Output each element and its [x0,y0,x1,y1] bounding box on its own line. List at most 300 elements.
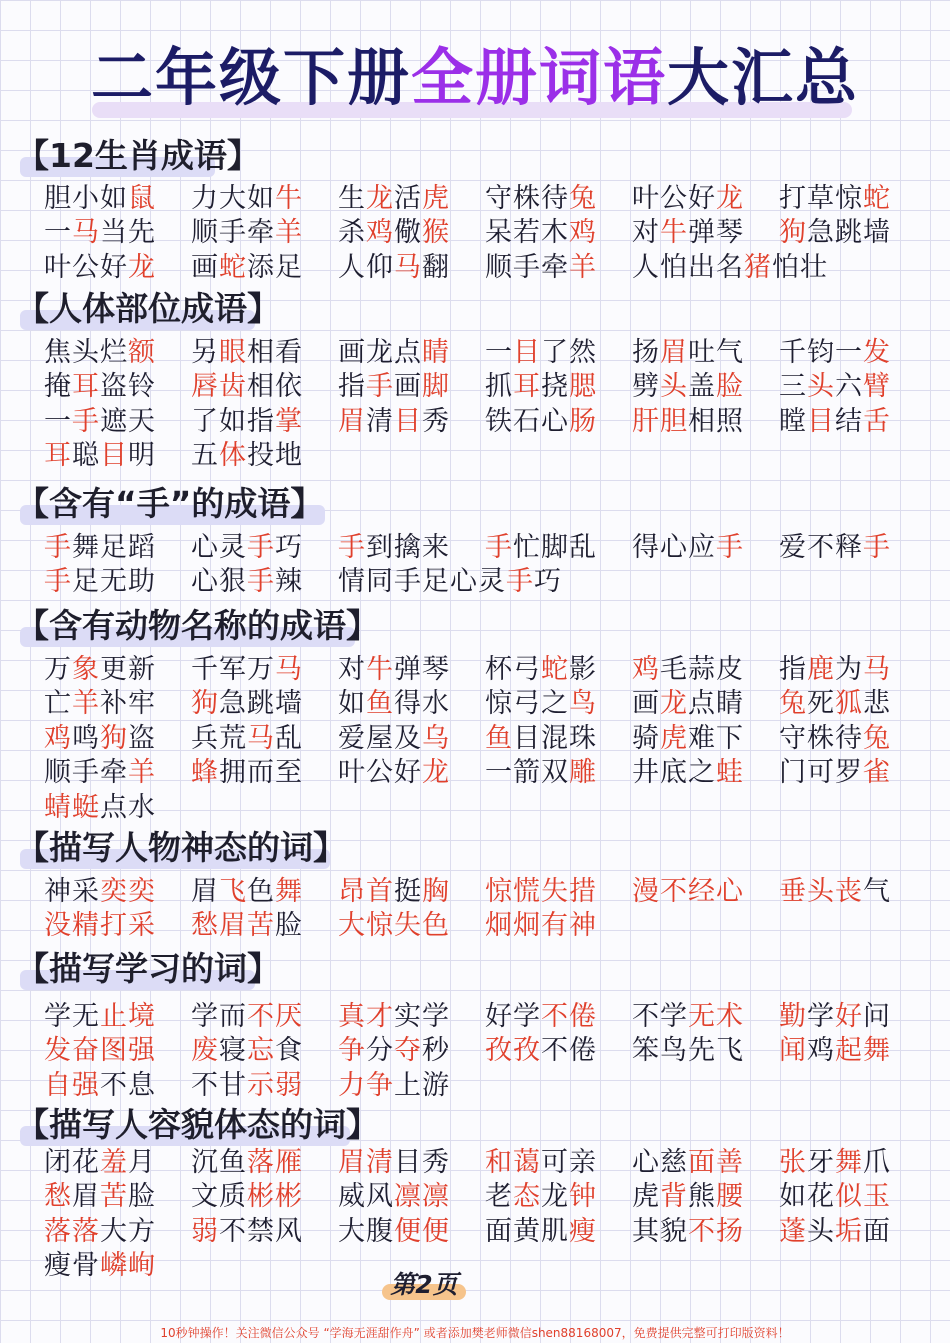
highlighted-character: 手 [506,566,534,598]
plain-character: 指 [779,654,807,685]
plain-character: 不禁风 [219,1215,303,1247]
plain-character: 目秀 [394,1147,450,1178]
idiom-word [632,216,779,250]
highlighted-character: 马 [863,654,891,685]
plain-character: 聪 [72,440,100,472]
idiom-word [338,405,485,439]
idiom-word [338,909,485,943]
highlighted-character: 虎 [422,183,450,214]
plain-character: 牙 [807,1147,835,1178]
highlighted-character: 目 [100,440,128,472]
plain-character: 相依 [247,371,303,403]
idiom-word [191,370,338,404]
highlighted-character: 似玉 [835,1181,891,1213]
idiom-word [191,756,338,790]
plain-character: 到擒来 [366,532,450,563]
plain-character: 点水 [100,791,156,823]
plain-character: 学无 [44,1001,100,1032]
highlighted-character: 肝胆 [632,405,688,437]
highlighted-character: 目 [513,337,541,368]
plain-character: 虎 [632,1181,660,1213]
idiom-word [338,687,485,721]
highlighted-character: 大惊失色 [338,910,450,942]
plain-character: 巧 [275,532,303,563]
plain-character: 杀 [338,217,366,249]
highlighted-character: 垢 [835,1215,863,1247]
plain-character: 井底之 [632,757,716,789]
plain-character: 更新 [100,654,156,685]
highlighted-character: 舞 [275,876,303,907]
idiom-word [44,1069,191,1103]
plain-character: 亡 [44,688,72,720]
plain-character: 千钧一 [779,337,863,368]
highlighted-character: 真才 [338,1001,394,1032]
idiom-word [191,722,338,756]
plain-character: 舞足蹈 [72,532,156,563]
plain-character: 吐气 [688,337,744,368]
idiom-word [485,1180,632,1214]
idiom-word [338,336,485,370]
highlighted-character: 手 [863,532,891,563]
plain-character: 分 [366,1035,394,1067]
page-title [0,38,950,118]
idiom-word [632,1146,779,1180]
plain-character: 呆若木 [485,217,569,249]
plain-character: 人仰 [338,251,394,283]
plain-character: 笨鸟先飞 [632,1035,744,1067]
plain-character: 掩 [44,371,72,403]
highlighted-character: 马 [247,722,275,754]
plain-character: 拥而至 [219,757,303,789]
plain-character: 学 [807,1001,835,1032]
page-number-label: 第2页 [390,1270,458,1299]
highlighted-character: 凛凛 [394,1181,450,1213]
plain-character: 秒 [422,1035,450,1067]
highlighted-character: 彬彬 [247,1181,303,1213]
plain-character: 顺手牵 [485,251,569,283]
highlighted-character: 肠 [569,405,597,437]
idiom-word [338,216,485,250]
idiom-word [44,370,191,404]
idiom-word [191,653,338,687]
plain-character: 当先 [100,217,156,249]
idiom-word [191,875,338,909]
plain-character: 指 [338,371,366,403]
plain-character: 盖 [688,371,716,403]
idiom-word [44,909,191,943]
idiom-word [191,251,338,285]
idiom-word [191,405,338,439]
highlighted-character: 臂 [863,371,891,403]
idiom-word [191,1180,338,1214]
highlighted-character: 舞 [835,1147,863,1178]
highlighted-character: 鼠 [128,183,156,214]
plain-character: 对 [338,654,366,685]
idiom-word [338,1180,485,1214]
idiom-word [485,370,632,404]
highlighted-character: 张 [779,1147,807,1178]
plain-character: 守株待 [779,722,863,754]
plain-character: 脸 [128,1181,156,1213]
plain-character: 门可罗 [779,757,863,789]
plain-character: 一 [44,217,72,249]
highlighted-character: 蓬 [779,1215,807,1247]
highlighted-character: 发 [863,337,891,368]
idiom-word [44,216,191,250]
plain-character: 鸣 [72,722,100,754]
highlighted-character: 舌 [863,405,891,437]
highlighted-character: 鸡 [366,217,394,249]
highlighted-character: 背 [660,1181,688,1213]
idiom-word [779,687,926,721]
plain-character: 大腹 [338,1215,394,1247]
idiom-word [632,722,779,756]
plain-character: 面黄肌 [485,1215,569,1247]
highlighted-character: 耳 [44,440,72,472]
highlighted-character: 弱 [191,1215,219,1247]
plain-character: 为 [835,654,863,685]
idiom-word [779,531,926,565]
plain-character: 急跳墙 [219,688,303,720]
idiom-word [779,722,926,756]
highlighted-character: 愁 [44,1181,72,1213]
highlighted-character: 象 [72,654,100,685]
idiom-word [779,370,926,404]
idiom-word [338,182,485,216]
highlighted-character: 眼 [219,337,247,368]
highlighted-character: 头 [660,371,688,403]
highlighted-character: 和蔼 [485,1147,541,1178]
highlighted-character: 兔 [779,688,807,720]
idiom-word [632,370,779,404]
word-grid [44,1000,924,1103]
idiom-word [632,531,779,565]
highlighted-character: 耳 [513,371,541,403]
plain-character: 毛蒜皮 [660,654,744,685]
highlighted-character: 飞 [219,876,247,907]
highlighted-character: 丧 [835,876,863,907]
highlighted-character: 羊 [72,688,100,720]
plain-character: 实学 [394,1001,450,1032]
idiom-word [632,875,779,909]
highlighted-character: 头 [807,371,835,403]
highlighted-character: 垂头 [779,876,835,907]
idiom-word [779,216,926,250]
highlighted-character: 乌 [422,722,450,754]
plain-character: 惊弓之 [485,688,569,720]
section-heading: 【含有动物名称的成语】 [16,606,379,645]
highlighted-character: 夺 [394,1035,422,1067]
plain-character: 铁石心 [485,405,569,437]
plain-character: 人怕出名 [632,251,744,283]
plain-character: 爱不释 [779,532,863,563]
plain-character: 熊 [688,1181,716,1213]
section-heading: 【描写人容貌体态的词】 [16,1105,379,1144]
highlighted-character: 龙 [660,688,688,720]
plain-character: 爱屋及 [338,722,422,754]
idiom-word [338,370,485,404]
idiom-word [485,531,632,565]
idiom-word [191,1000,338,1034]
idiom-word [338,251,485,285]
plain-character: 得心应 [632,532,716,563]
plain-character: 六 [835,371,863,403]
highlighted-character: 好 [835,1001,863,1032]
idiom-word [485,1146,632,1180]
highlighted-character: 瘦 [569,1215,597,1247]
highlighted-character: 体 [219,440,247,472]
highlighted-character: 发奋图强 [44,1035,156,1067]
highlighted-character: 马 [275,654,303,685]
idiom-word [44,439,191,473]
highlighted-character: 龙 [716,183,744,214]
highlighted-character: 狗 [100,722,128,754]
highlighted-character: 不扬 [688,1215,744,1247]
plain-character: 弹琴 [394,654,450,685]
highlighted-character: 自强 [44,1069,100,1101]
highlighted-character: 手 [72,405,100,437]
highlighted-character: 马 [394,251,422,283]
plain-character: 如花 [779,1181,835,1213]
plain-character: 心狠 [191,566,247,598]
highlighted-character: 脸 [716,371,744,403]
idiom-word [485,756,632,790]
plain-character: 面 [863,1215,891,1247]
plain-character: 忙脚乱 [513,532,597,563]
highlighted-character: 鹿 [807,654,835,685]
highlighted-character: 起 [835,1035,863,1067]
plain-character: 儆 [394,217,422,249]
title-highlight: 全册词语 [410,41,667,114]
highlighted-character: 龙 [128,251,156,283]
word-grid [44,653,924,825]
idiom-word [632,251,926,285]
plain-character: 悲 [863,688,891,720]
plain-character: 抓 [485,371,513,403]
plain-character: 情同手足心灵 [338,566,506,598]
plain-character: 足无助 [72,566,156,598]
highlighted-character: 狐 [835,688,863,720]
plain-character: 顺手牵 [44,757,128,789]
plain-character: 食 [275,1035,303,1067]
idiom-word [338,1034,485,1068]
highlighted-character: 手 [247,566,275,598]
idiom-word [338,875,485,909]
idiom-word [485,1215,632,1249]
idiom-word [191,909,338,943]
title-prefix: 二年级下册 [90,41,411,114]
highlighted-character: 手 [44,532,72,563]
word-grid [44,336,924,474]
highlighted-character: 面善 [688,1147,744,1178]
highlighted-character: 蛇 [863,183,891,214]
section-heading: 【描写学习的词】 [16,949,280,988]
idiom-word [632,1000,779,1034]
plain-character: 急跳墙 [807,217,891,249]
plain-character: 明 [128,440,156,472]
highlighted-character: 腰 [716,1181,744,1213]
idiom-word [191,336,338,370]
idiom-word [338,1215,485,1249]
plain-character: 不倦 [541,1035,597,1067]
highlighted-character: 羊 [569,251,597,283]
highlighted-character: 胸 [422,876,450,907]
highlighted-character: 奕奕 [100,876,156,907]
idiom-word [44,687,191,721]
plain-character: 威风 [338,1181,394,1213]
highlighted-character: 龙 [366,183,394,214]
plain-character: 不甘 [191,1069,247,1101]
plain-character: 生 [338,183,366,214]
highlighted-character: 钟 [569,1181,597,1213]
idiom-word [485,1034,632,1068]
plain-character: 瞠 [779,405,807,437]
highlighted-character: 羞 [100,1147,128,1178]
idiom-word [779,1000,926,1034]
idiom-word [779,405,926,439]
idiom-word [779,182,926,216]
plain-character: 盗铃 [100,371,156,403]
highlighted-character: 不厌 [247,1001,303,1032]
idiom-word [338,756,485,790]
highlighted-character: 羊 [128,757,156,789]
word-grid [44,531,924,600]
idiom-word [485,336,632,370]
plain-character: 影 [569,654,597,685]
idiom-word [44,1180,191,1214]
idiom-word [191,565,338,599]
plain-character: 画 [632,688,660,720]
idiom-word [191,182,338,216]
highlighted-character: 腮 [569,371,597,403]
idiom-word [485,687,632,721]
plain-character: 气 [863,876,891,907]
highlighted-character: 马 [72,217,100,249]
idiom-word [191,1146,338,1180]
highlighted-character: 牛 [366,654,394,685]
plain-character: 挺 [394,876,422,907]
idiom-word [632,756,779,790]
highlighted-character: 落雁 [247,1147,303,1178]
highlighted-character: 虎 [660,722,688,754]
idiom-word [44,1000,191,1034]
idiom-word [779,1180,926,1214]
highlighted-character: 蜂 [191,757,219,789]
plain-character: 可亲 [541,1147,597,1178]
idiom-word [44,875,191,909]
plain-character: 翻 [422,251,450,283]
highlighted-character: 鸡 [569,217,597,249]
plain-character: 万 [44,654,72,685]
plain-character: 点睛 [688,688,744,720]
highlighted-character: 羊 [275,217,303,249]
highlighted-character: 嶙峋 [100,1250,156,1282]
highlighted-character: 便便 [394,1215,450,1247]
plain-character: 得水 [394,688,450,720]
idiom-word [632,1215,779,1249]
plain-character: 好学 [485,1001,541,1032]
plain-character: 问 [863,1001,891,1032]
idiom-word [44,1249,191,1283]
highlighted-character: 手 [366,371,394,403]
idiom-word [44,531,191,565]
plain-character: 焦头烂 [44,337,128,368]
highlighted-character: 愁眉苦 [191,910,275,942]
highlighted-character: 孜孜 [485,1035,541,1067]
idiom-word [44,251,191,285]
plain-character: 学而 [191,1001,247,1032]
plain-character: 画 [191,251,219,283]
idiom-word [191,1034,338,1068]
idiom-word [632,1034,779,1068]
plain-character: 守株待 [485,183,569,214]
plain-character: 爪 [863,1147,891,1178]
section-heading: 【12生肖成语】 [16,136,260,175]
idiom-word [779,336,926,370]
word-grid [44,1146,924,1284]
highlighted-character: 狗 [779,217,807,249]
highlighted-character: 目 [807,405,835,437]
idiom-word [44,791,191,825]
highlighted-character: 力争 [338,1069,394,1101]
idiom-word [191,531,338,565]
plain-character: 神采 [44,876,100,907]
plain-character: 眉 [191,876,219,907]
highlighted-character: 雀 [863,757,891,789]
highlighted-character: 牛 [660,217,688,249]
highlighted-character: 蜻蜓 [44,791,100,823]
highlighted-character: 舞 [863,1035,891,1067]
plain-character: 文质 [191,1181,247,1213]
highlighted-character: 鱼 [366,688,394,720]
plain-character: 色 [247,876,275,907]
highlighted-character: 止境 [100,1001,156,1032]
plain-character: 心灵 [191,532,247,563]
highlighted-character: 鱼 [485,722,513,754]
idiom-word [338,1000,485,1034]
plain-character: 怕壮 [772,251,828,283]
plain-character: 叶公好 [44,251,128,283]
idiom-word [485,909,632,943]
plain-character: 对 [632,217,660,249]
highlighted-character: 手 [247,532,275,563]
idiom-word [485,182,632,216]
plain-character: 头 [807,1215,835,1247]
plain-character: 其貌 [632,1215,688,1247]
highlighted-character: 掌 [275,405,303,437]
plain-character: 死 [807,688,835,720]
footer-note: 10秒钟操作！关注微信公众号 “学海无涯甜作舟” 或者添加樊老师微信shen88168007，免费提供完整可打印版资料！ [160,1326,790,1340]
plain-character: 打草惊 [779,183,863,214]
highlighted-character: 眉 [660,337,688,368]
highlighted-character: 落落 [44,1215,100,1247]
idiom-word [632,653,779,687]
idiom-word [485,1000,632,1034]
section-heading: 【描写人物神态的词】 [16,828,346,867]
idiom-word [338,1069,485,1103]
highlighted-character: 手 [716,532,744,563]
idiom-word [632,336,779,370]
plain-character: 如 [338,688,366,720]
idiom-word [338,1146,485,1180]
highlighted-character: 眉 [338,405,366,437]
plain-character: 叶公好 [338,757,422,789]
idiom-word [338,531,485,565]
highlighted-character: 昂首 [338,876,394,907]
plain-character: 添足 [247,251,303,283]
idiom-word [779,1034,926,1068]
highlighted-character: 闻 [779,1035,807,1067]
